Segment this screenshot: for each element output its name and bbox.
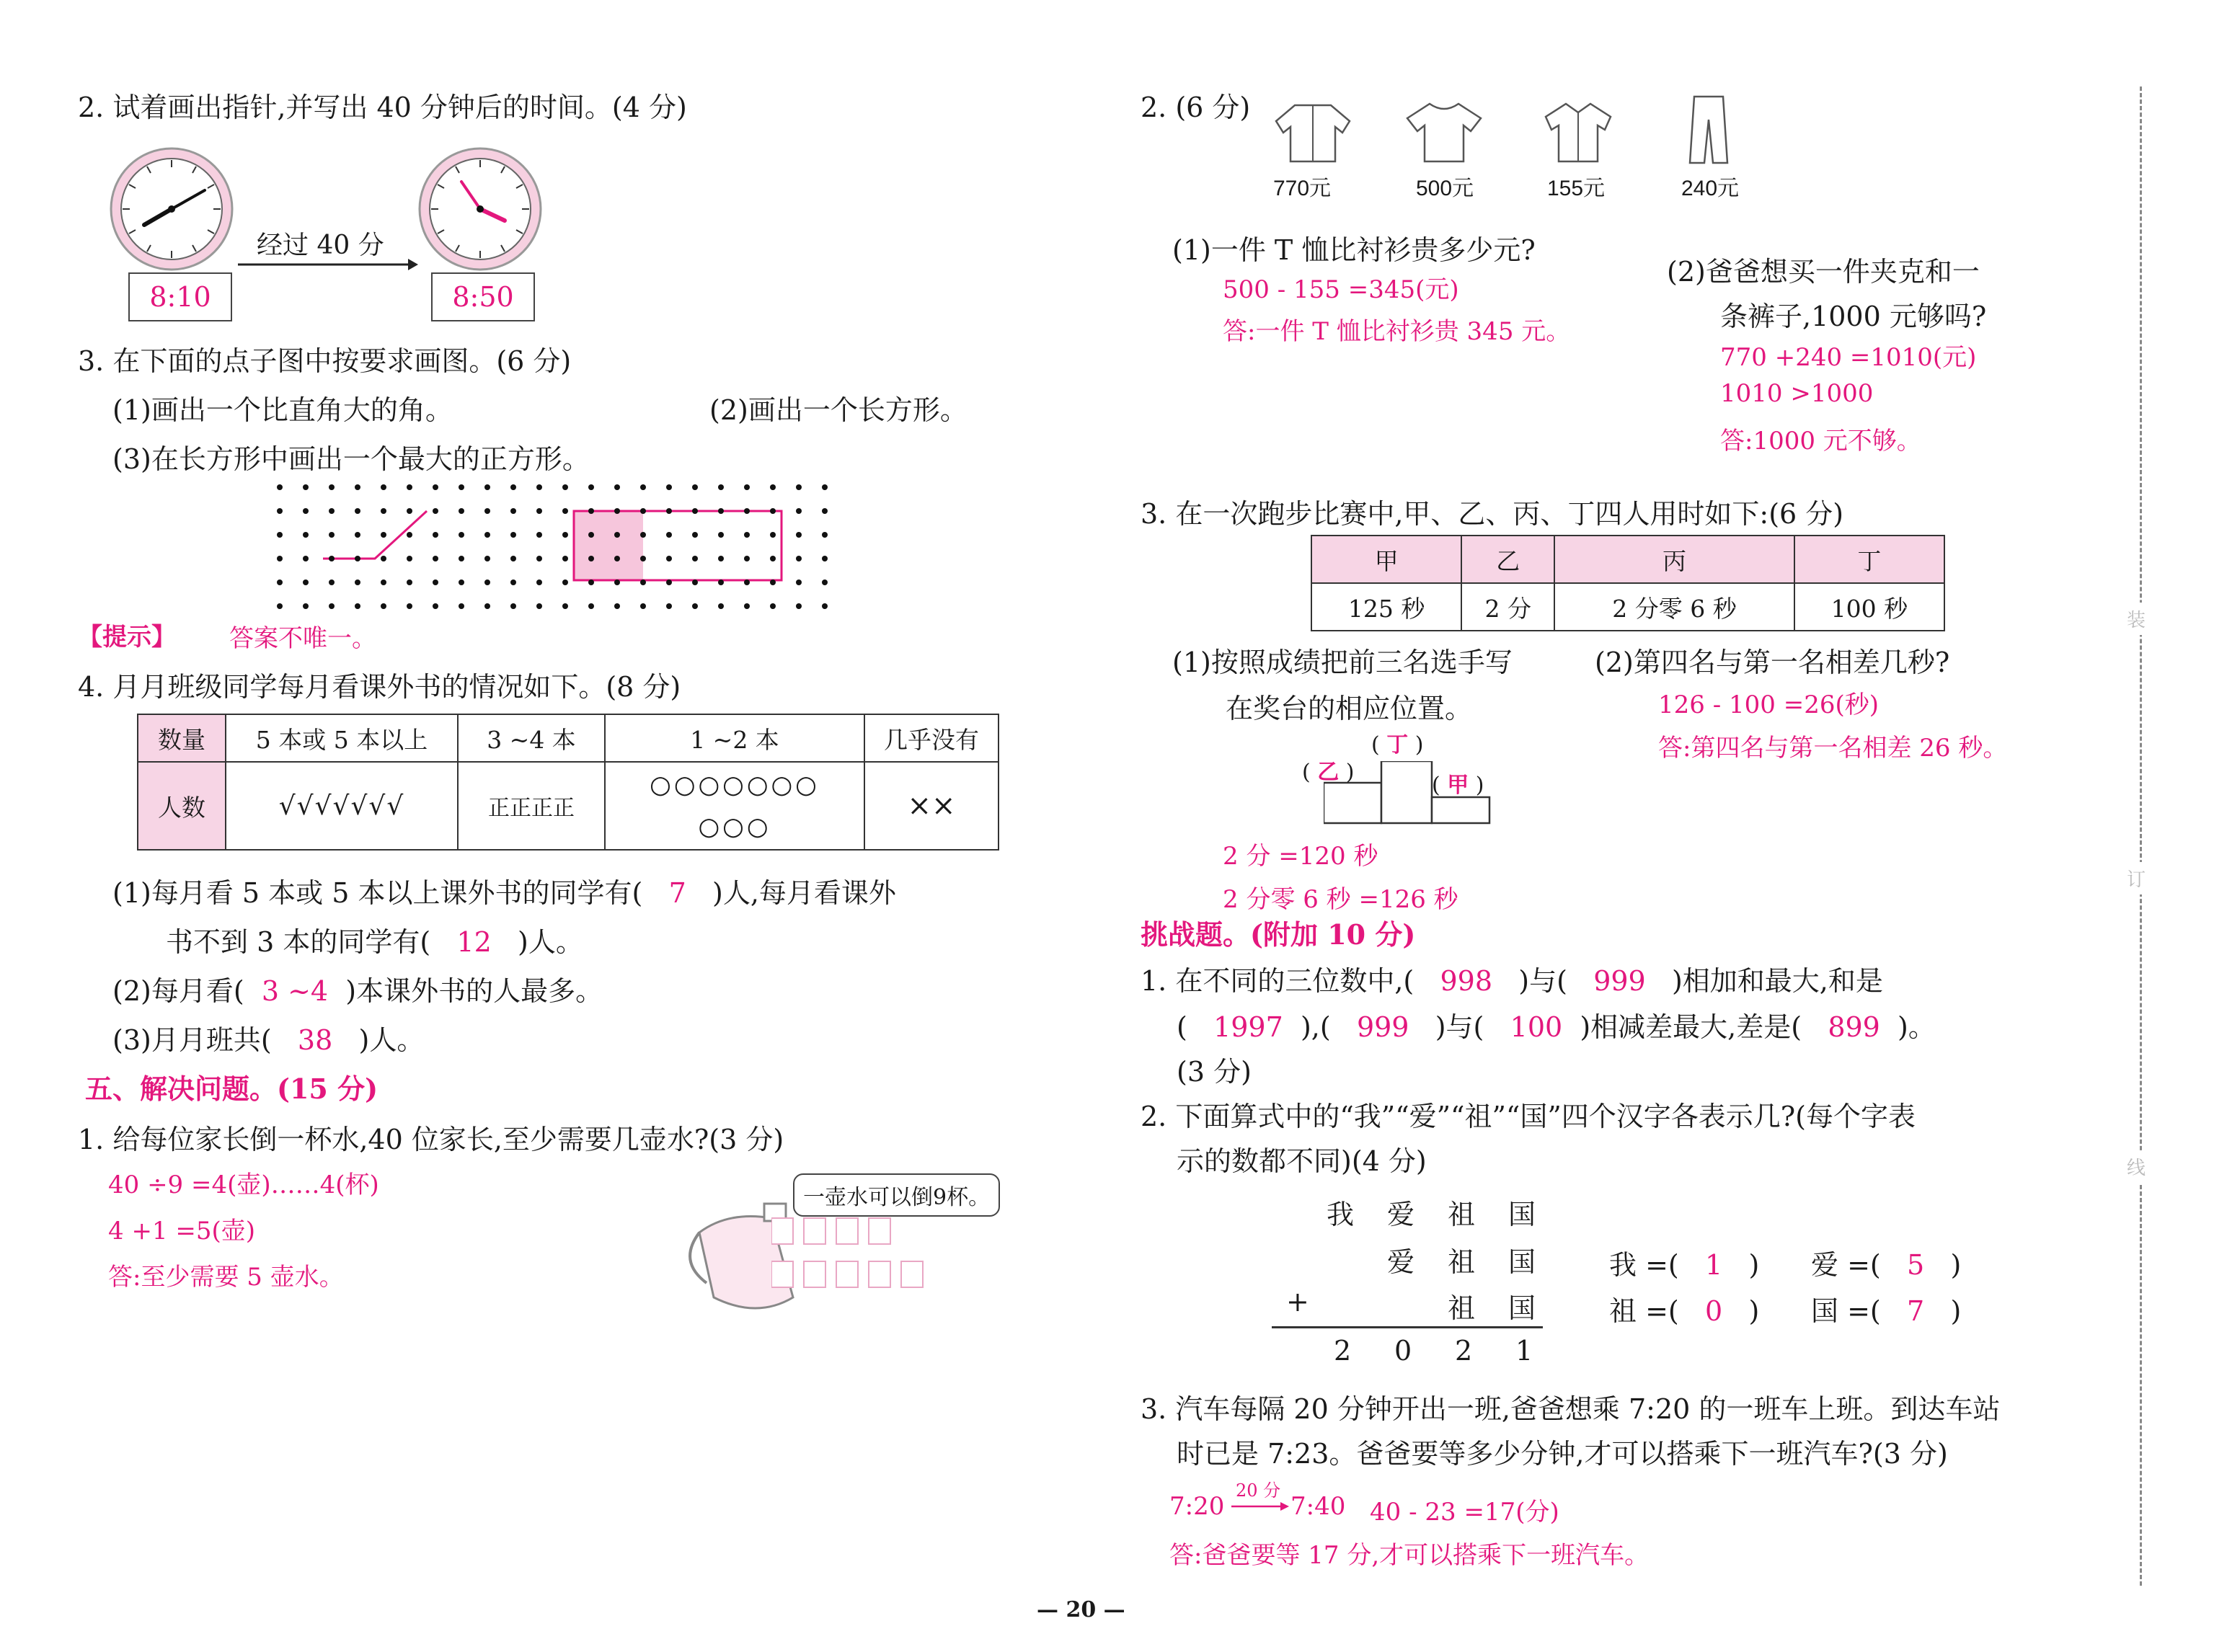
grid-dot (329, 508, 335, 514)
grid-dot (329, 532, 335, 538)
grid-dot (692, 603, 698, 609)
challenge-q1-l2: ( 1997 ),( 999 )与( 100 )相减差最大,差是( 899 )。 (1177, 1011, 1936, 1043)
q4-sub3: (3)月月班共( 38 )人。 (112, 1024, 425, 1056)
right-q3-calc1: 2 分 =120 秒 (1223, 842, 1378, 871)
race-table (1311, 535, 1945, 631)
grid-dot (536, 532, 542, 538)
right-q3-sub1-l2: 在奖台的相应位置。 (1226, 693, 1473, 724)
grid-dot (666, 556, 672, 561)
grid-dot (407, 556, 412, 561)
grid-dot (588, 484, 594, 490)
challenge-q3-l2: 时已是 7:23。爸爸要等多少分钟,才可以搭乘下一班汽车?(3 分) (1177, 1438, 1948, 1470)
grid-dot (484, 579, 490, 585)
grid-dot (510, 603, 516, 609)
speech-bubble: 一壶水可以倒9杯。 (793, 1173, 1000, 1217)
binding-mark: 线 (2127, 1150, 2146, 1183)
grid-dot (822, 508, 828, 514)
binding-mark: 订 (2127, 862, 2146, 894)
reading-table (137, 714, 999, 851)
s5-a3: 答:至少需要 5 壶水。 (108, 1263, 344, 1292)
trousers-icon (1687, 94, 1730, 166)
grid-dot (666, 579, 672, 585)
grid-dot (355, 556, 360, 561)
cups-icon (771, 1211, 930, 1297)
grid-dot (381, 484, 386, 490)
grid-dot (510, 532, 516, 538)
grid-dot (303, 484, 309, 490)
grid-dot (614, 603, 620, 609)
grid-dot (614, 556, 620, 561)
grid-dot (303, 508, 309, 514)
grid-dot (329, 579, 335, 585)
grid-dot (744, 484, 750, 490)
clock-end-icon (415, 144, 545, 274)
q4-sub1-cont: 书不到 3 本的同学有( 12 )人。 (166, 926, 583, 958)
q3-answer-start: 7:20 (1169, 1492, 1225, 1521)
time-start-box: 8:10 (128, 272, 232, 321)
price-trousers: 240元 (1681, 177, 1740, 200)
grid-dot (355, 603, 360, 609)
race-cell: 2 分 (1461, 583, 1554, 631)
grid-dot (640, 508, 646, 514)
grid-dot (355, 508, 360, 514)
s5-a2: 4 +1 =5(壶) (108, 1217, 256, 1245)
right-arrow-icon (238, 254, 418, 275)
grid-dot (459, 556, 464, 561)
grid-dot (433, 508, 438, 514)
race-header: 丁 (1794, 536, 1944, 583)
race-cell: 2 分零 6 秒 (1554, 583, 1794, 631)
grid-dot (666, 532, 672, 538)
table-cell: ○○○○○○○ ○○○ (605, 762, 864, 850)
grid-dot (640, 532, 646, 538)
grid-dot (614, 532, 620, 538)
right-q3-sub1-l1: (1)按照成绩把前三名选手写 (1172, 647, 1513, 678)
grid-dot (562, 484, 568, 490)
grid-dot (277, 532, 283, 538)
grid-dot (822, 603, 828, 609)
left-q3-title: 3. 在下面的点子图中按要求画图。(6 分) (78, 345, 572, 377)
grid-dot (329, 603, 335, 609)
right-q3-calc2: 2 分零 6 秒 =126 秒 (1223, 885, 1458, 914)
grid-dot (381, 532, 386, 538)
table-header: 几乎没有 (864, 714, 999, 762)
grid-dot (303, 579, 309, 585)
grid-dot (640, 579, 646, 585)
challenge-q2-l2: 示的数都不同)(4 分) (1177, 1145, 1427, 1177)
grid-dot (666, 484, 672, 490)
grid-dot (640, 484, 646, 490)
grid-dot (796, 508, 802, 514)
grid-dot (329, 484, 335, 490)
grid-dot (433, 579, 438, 585)
grid-dot (796, 532, 802, 538)
podium-first: ( 丁 ) (1371, 732, 1424, 758)
q4-sub1: (1)每月看 5 本或 5 本以上课外书的同学有( 7 )人,每月看课外 (112, 877, 896, 909)
right-q2-sub2-l1: (2)爸爸想买一件夹克和一 (1667, 256, 1980, 288)
left-q3-item3: (3)在长方形中画出一个最大的正方形。 (112, 443, 590, 475)
challenge-title: 挑战题。(附加 10 分) (1141, 918, 1416, 951)
race-cell: 100 秒 (1794, 583, 1944, 631)
answer-ai: 爱 =( 5 ) (1811, 1249, 1962, 1281)
race-header: 乙 (1461, 536, 1554, 583)
hint-label: 【提示】 (78, 623, 176, 652)
left-q2-title: 2. 试着画出指针,并写出 40 分钟后的时间。(4 分) (78, 92, 687, 123)
grid-dot (355, 484, 360, 490)
arrow-label: 经过 40 分 (257, 231, 384, 260)
grid-dot (459, 484, 464, 490)
grid-dot (484, 508, 490, 514)
grid-dot (355, 532, 360, 538)
grid-dot (536, 484, 542, 490)
grid-dot (718, 484, 724, 490)
grid-dot (536, 579, 542, 585)
grid-dot (718, 556, 724, 561)
right-q3-title: 3. 在一次跑步比赛中,甲、乙、丙、丁四人用时如下:(6 分) (1141, 498, 1844, 530)
grid-dot (770, 556, 776, 561)
grid-dot (381, 556, 386, 561)
grid-dot (744, 556, 750, 561)
grid-dot (796, 579, 802, 585)
dot-grid (271, 479, 833, 613)
table-header: 3 ~4 本 (458, 714, 605, 762)
grid-dot (484, 532, 490, 538)
grid-dot (614, 579, 620, 585)
grid-dot (381, 508, 386, 514)
time-end-box: 8:50 (431, 272, 535, 321)
binding-line (2140, 86, 2142, 1586)
grid-dot (407, 603, 412, 609)
grid-dot (822, 532, 828, 538)
price-tshirt: 500元 (1416, 177, 1474, 200)
table-cell: 正正正正 (458, 762, 605, 850)
q3-answer-calc: 40 - 23 =17(分) (1370, 1498, 1559, 1527)
binding-mark: 装 (2127, 603, 2146, 635)
grid-dot (407, 484, 412, 490)
grid-dot (692, 556, 698, 561)
pink-arrow-icon (1231, 1499, 1289, 1514)
grid-dot (718, 532, 724, 538)
q3-answer-end: 7:40 (1290, 1492, 1346, 1521)
table-header: 5 本或 5 本以上 (226, 714, 458, 762)
q4-sub2: (2)每月看( 3 ~4 )本课外书的人最多。 (112, 975, 603, 1007)
jacket-icon (1273, 99, 1352, 164)
answer-zu: 祖 =( 0 ) (1609, 1295, 1760, 1327)
grid-dot (381, 603, 386, 609)
grid-dot (562, 532, 568, 538)
grid-dot (407, 579, 412, 585)
grid-dot (744, 532, 750, 538)
grid-dot (718, 508, 724, 514)
table-header: 1 ~2 本 (605, 714, 864, 762)
grid-dot (718, 579, 724, 585)
grid-dot (407, 532, 412, 538)
grid-dot (770, 508, 776, 514)
addition-line (1272, 1326, 1543, 1328)
right-q2-sub1-a2: 答:一件 T 恤比衬衫贵 345 元。 (1223, 317, 1571, 346)
grid-dot (614, 508, 620, 514)
price-shirt: 155元 (1547, 177, 1606, 200)
left-q3-item2: (2)画出一个长方形。 (709, 394, 968, 426)
grid-dot (381, 579, 386, 585)
hint-text: 答案不唯一。 (229, 624, 376, 653)
s5-q1: 1. 给每位家长倒一杯水,40 位家长,至少需要几壶水?(3 分) (78, 1124, 784, 1155)
left-q3-item1: (1)画出一个比直角大的角。 (112, 394, 453, 426)
grid-dot (562, 556, 568, 561)
grid-dot (433, 603, 438, 609)
answer-wo: 我 =( 1 ) (1609, 1249, 1760, 1281)
grid-dot (433, 532, 438, 538)
grid-dot (484, 556, 490, 561)
grid-dot (692, 579, 698, 585)
race-header: 丙 (1554, 536, 1794, 583)
tshirt-icon (1404, 99, 1484, 164)
challenge-q2-l1: 2. 下面算式中的“我”“爱”“祖”“国”四个汉字各表示几?(每个字表 (1141, 1101, 1916, 1132)
grid-dot (562, 579, 568, 585)
grid-dot (433, 556, 438, 561)
grid-dot (459, 532, 464, 538)
grid-dot (459, 579, 464, 585)
right-q2-sub2-a1: 770 +240 =1010(元) (1720, 343, 1977, 372)
grid-dot (744, 508, 750, 514)
grid-dot (303, 603, 309, 609)
grid-dot (536, 508, 542, 514)
grid-dot (588, 508, 594, 514)
grid-dot (666, 508, 672, 514)
grid-dot (329, 556, 335, 561)
table-header: 数量 (138, 714, 226, 762)
grid-dot (770, 532, 776, 538)
s5-a1: 40 ÷9 =4(壶)……4(杯) (108, 1171, 379, 1199)
page-number: — 20 — (1037, 1597, 1125, 1622)
grid-dot (718, 603, 724, 609)
grid-dot (459, 508, 464, 514)
grid-dot (277, 579, 283, 585)
right-q2-sub2-l2: 条裤子,1000 元够吗? (1720, 301, 1987, 332)
grid-dot (770, 579, 776, 585)
table-cell: ×× (864, 762, 999, 850)
table-cell: 人数 (138, 762, 226, 850)
grid-dot (744, 603, 750, 609)
grid-dot (640, 556, 646, 561)
grid-dot (666, 603, 672, 609)
grid-dot (796, 556, 802, 561)
challenge-q3-l1: 3. 汽车每隔 20 分钟开出一班,爸爸想乘 7:20 的一班车上班。到达车站 (1141, 1393, 2001, 1425)
grid-dot (770, 484, 776, 490)
grid-dot (562, 603, 568, 609)
grid-dot (303, 532, 309, 538)
grid-dot (459, 603, 464, 609)
grid-dot (433, 484, 438, 490)
grid-dot (355, 579, 360, 585)
grid-dot (510, 484, 516, 490)
grid-dot (277, 603, 283, 609)
section5-title: 五、解决问题。(15 分) (85, 1073, 378, 1105)
right-q3-sub2-a1: 126 - 100 =26(秒) (1658, 690, 1879, 719)
right-q3-sub2-a2: 答:第四名与第一名相差 26 秒。 (1658, 734, 2008, 763)
q3-answer-text: 答:爸爸要等 17 分,才可以搭乘下一班汽车。 (1169, 1541, 1650, 1570)
grid-dot (588, 532, 594, 538)
race-cell: 125 秒 (1311, 583, 1461, 631)
table-cell: √√√√√√√ (226, 762, 458, 850)
right-q2-title: 2. (6 分) (1141, 92, 1251, 123)
grid-dot (407, 508, 412, 514)
grid-dot (484, 603, 490, 609)
answer-guo: 国 =( 7 ) (1811, 1295, 1962, 1327)
grid-dot (536, 556, 542, 561)
grid-dot (510, 556, 516, 561)
right-q2-sub2-a2: 1010 >1000 (1720, 379, 1874, 408)
grid-dot (536, 603, 542, 609)
shirt-icon (1538, 99, 1618, 164)
grid-dot (822, 556, 828, 561)
grid-dot (796, 484, 802, 490)
grid-dot (277, 484, 283, 490)
race-header: 甲 (1311, 536, 1461, 583)
right-q2-sub1: (1)一件 T 恤比衬衫贵多少元? (1172, 234, 1536, 266)
grid-dot (510, 579, 516, 585)
challenge-q1-l3: (3 分) (1177, 1056, 1252, 1088)
grid-dot (770, 603, 776, 609)
right-q3-sub2: (2)第四名与第一名相差几秒? (1595, 647, 1950, 678)
grid-dot (588, 579, 594, 585)
grid-dot (303, 556, 309, 561)
grid-dot (796, 603, 802, 609)
right-q2-sub1-a1: 500 - 155 =345(元) (1223, 275, 1459, 304)
grid-dot (692, 532, 698, 538)
grid-dot (744, 579, 750, 585)
grid-dot (484, 484, 490, 490)
grid-dot (588, 556, 594, 561)
grid-dot (510, 508, 516, 514)
grid-dot (588, 603, 594, 609)
price-jacket: 770元 (1273, 177, 1332, 200)
grid-dot (614, 484, 620, 490)
right-q2-sub2-a3: 答:1000 元不够。 (1720, 427, 1921, 456)
left-q4-title: 4. 月月班级同学每月看课外书的情况如下。(8 分) (78, 671, 681, 703)
podium-third: ( 甲 ) (1432, 773, 1484, 798)
grid-dot (277, 556, 283, 561)
q3-answer-arrow-label: 20 分 (1236, 1480, 1281, 1501)
grid-dot (277, 508, 283, 514)
grid-dot (822, 484, 828, 490)
grid-dot (692, 508, 698, 514)
challenge-q1-l1: 1. 在不同的三位数中,( 998 )与( 999 )相加和最大,和是 (1141, 965, 1883, 997)
grid-dot (562, 508, 568, 514)
grid-dot (692, 484, 698, 490)
grid-dot (640, 603, 646, 609)
podium-second: ( 乙 ) (1302, 760, 1355, 785)
grid-dot (822, 579, 828, 585)
clock-start-icon (107, 144, 236, 274)
